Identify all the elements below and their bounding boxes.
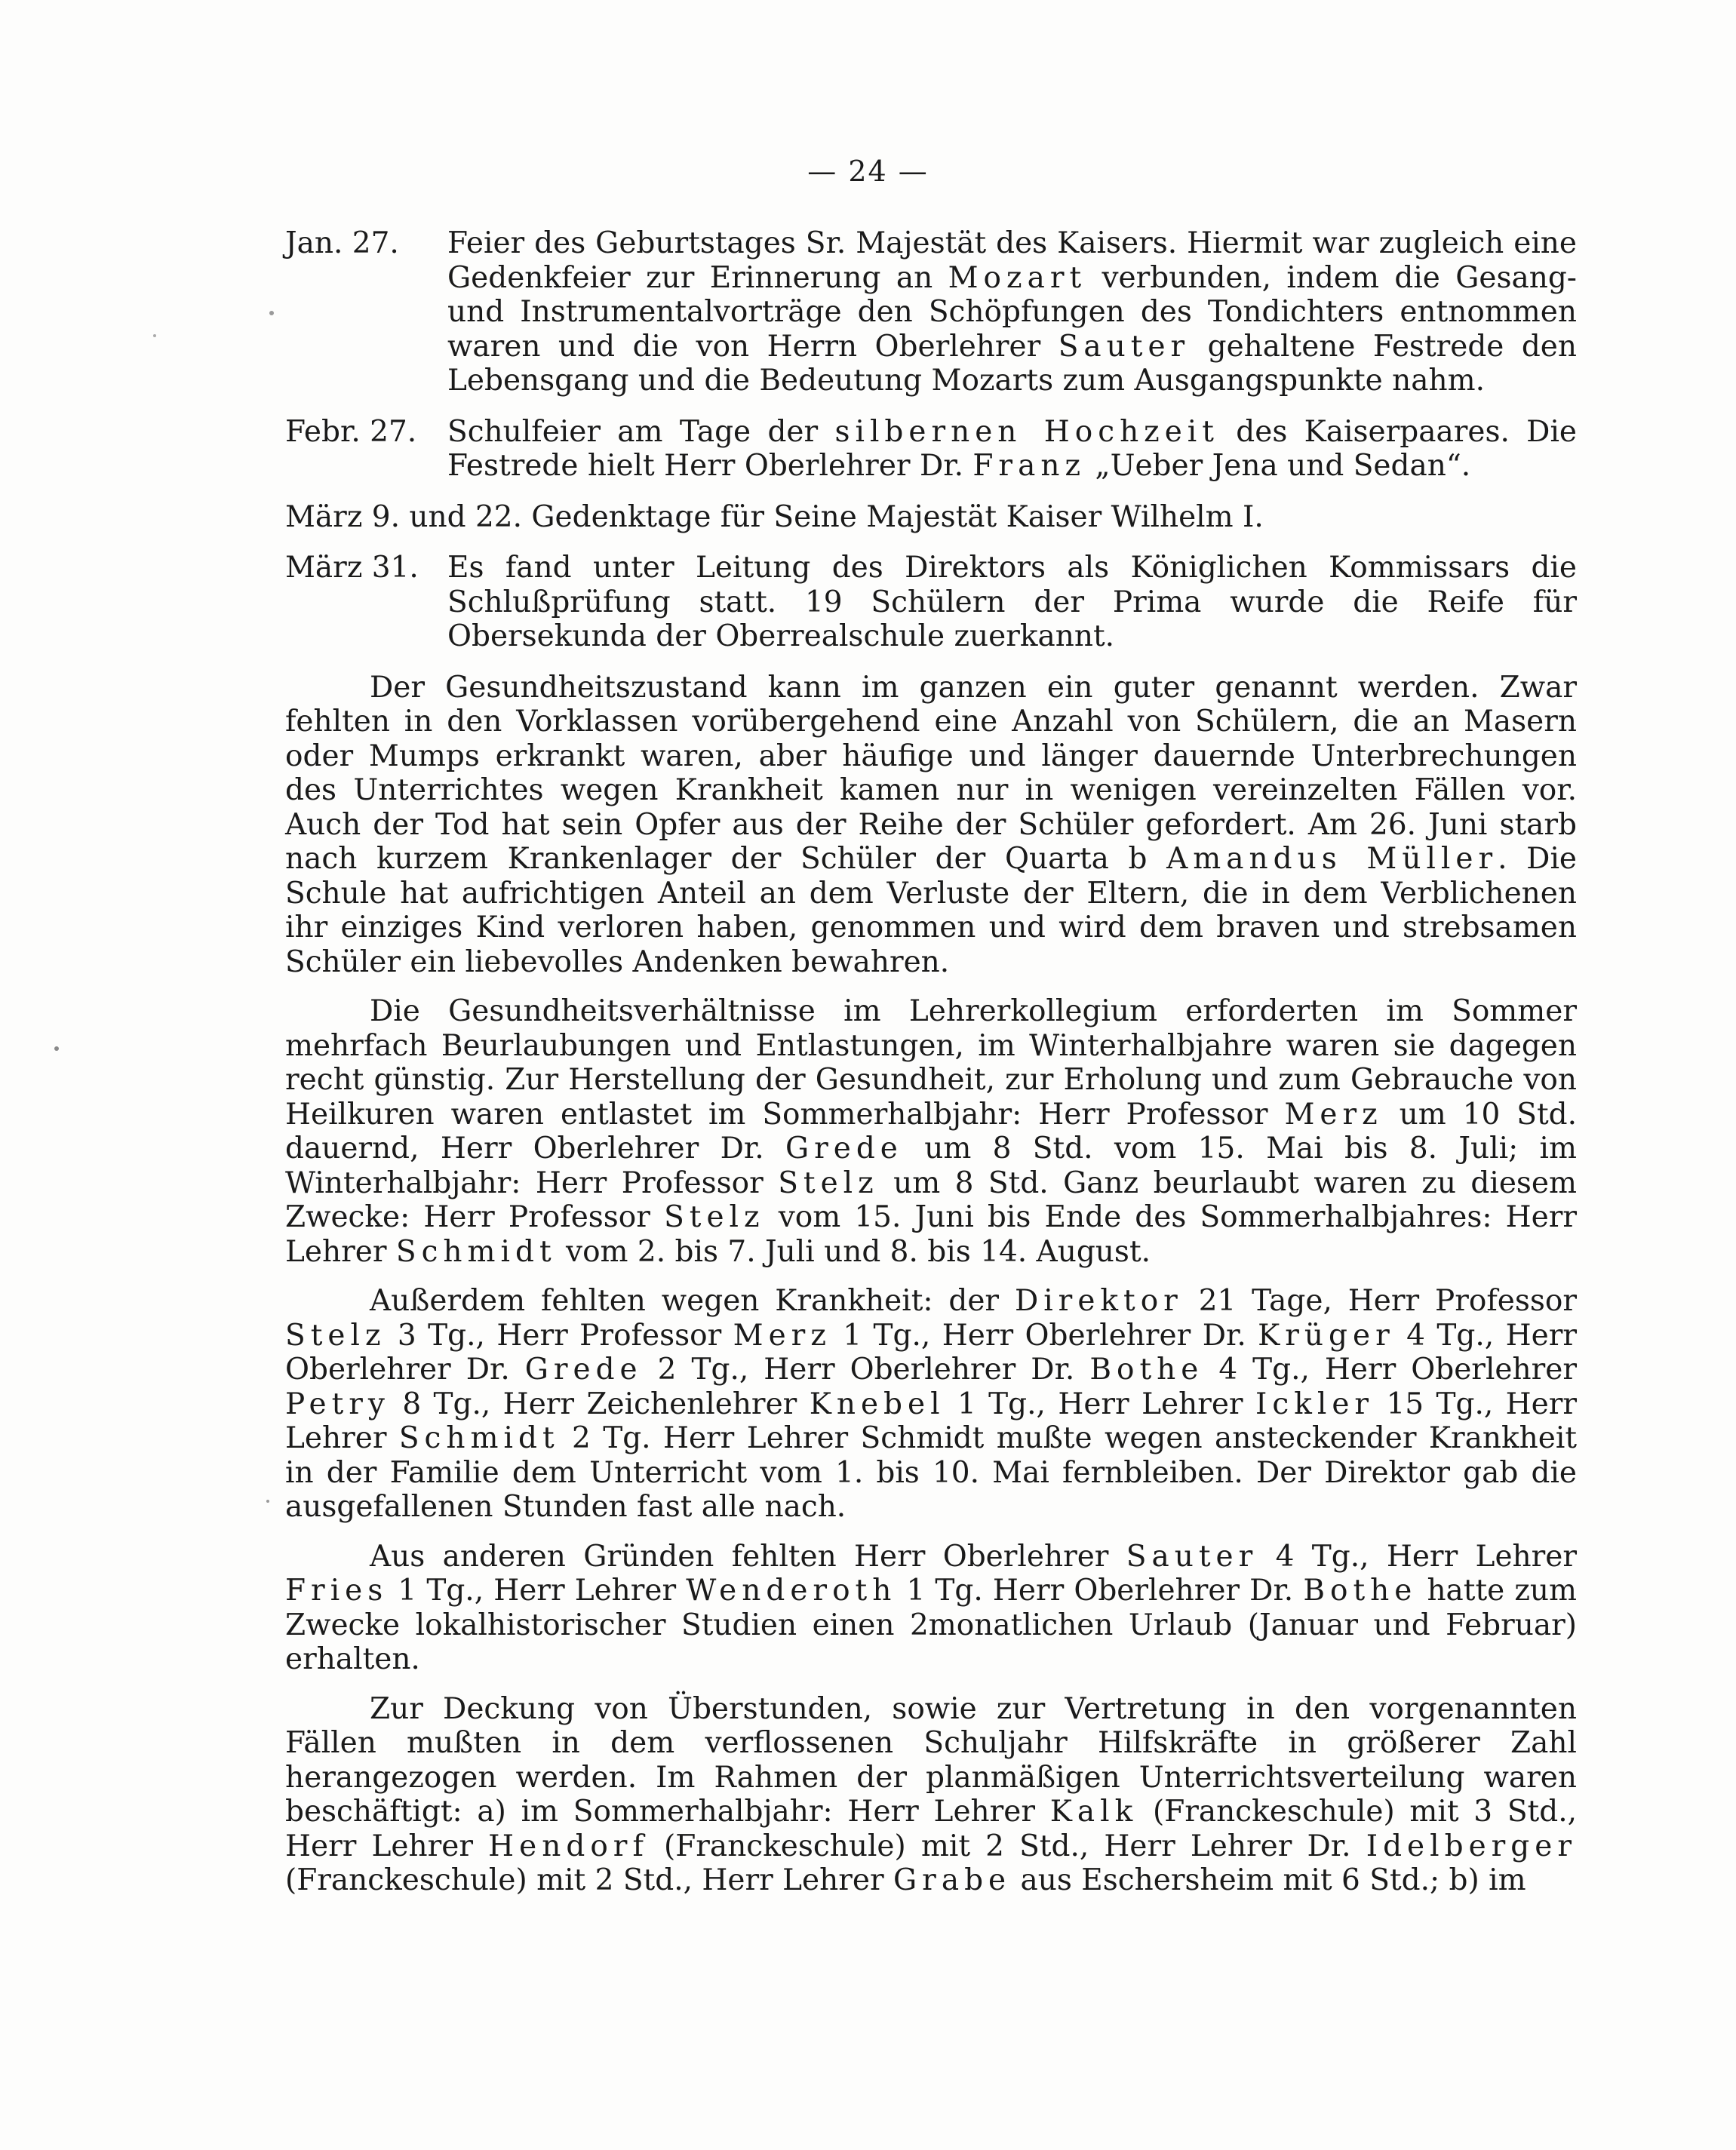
text-run: 1 Tg. Herr Oberlehrer Dr.: [896, 1574, 1304, 1608]
text-run: 2 Tg., Herr Oberlehrer Dr.: [642, 1353, 1090, 1387]
emphasized-name: Sauter: [1126, 1539, 1258, 1574]
text-run: Die Gesundheitsverhältnisse im Lehrerkollegium erforderten im Sommer mehrfach Beurlaubungen und Entlastungen, im Winterhalbjahre waren sie dagegen recht günstig. Zur Herstellung der Gesundheit, zur Erholung und zum Gebrauche von Heilkuren waren entlastet im Sommerhalbjahr: Herr Professor: [285, 994, 1577, 1132]
text-run: 8 Tg., Herr Zeichenlehrer: [389, 1387, 810, 1421]
chronicle-list: [285, 226, 1577, 654]
emphasized-name: Hendorf: [488, 1829, 649, 1863]
text-run: 4 Tg., Herr Lehrer: [1258, 1539, 1578, 1574]
emphasized-name: Fries: [285, 1574, 389, 1608]
emphasized-name: Direktor: [1014, 1284, 1183, 1318]
text-run: 1 Tg., Herr Lehrer: [945, 1387, 1255, 1421]
chronicle-text: [447, 415, 1577, 484]
emphasized-name: Wenderoth: [686, 1574, 897, 1608]
chronicle-text: [447, 226, 1577, 398]
emphasized-name: Kalk: [1049, 1795, 1138, 1829]
chronicle-text: [531, 500, 1263, 534]
scan-speck: [54, 1046, 59, 1051]
text-run: verbunden, indem die Gesang- und Instrumentalvorträge den Schöpfungen des Tondichters entnommen waren und die von Herrn Oberlehrer: [447, 260, 1577, 364]
emphasized-name: Grede: [785, 1132, 903, 1166]
emphasized-name: Stelz: [778, 1166, 879, 1200]
text-run: Der Gesundheitszustand kann im ganzen ein guter genannt werden. Zwar fehlten in den Vorklassen vorübergehend eine Anzahl von Schülern, die an Masern oder Mumps erkrankt waren, aber häufige und länger dauernde Unterbrechungen des Unterrichtes wegen Krankheit kamen nur in wenigen vereinzelten Fällen vor. Auch der Tod hat sein Opfer aus der Reihe der Schüler gefordert. Am 26. Juni starb nach kurzem Krankenlager der Schüler der Quarta b: [285, 670, 1577, 876]
page-body: [285, 226, 1577, 1913]
text-run: Feier des Geburtstages Sr. Majestät des Kaisers. Hiermit war zugleich eine Gedenkfeier zur Erinnerung an: [447, 226, 1577, 295]
chronicle-entry: [285, 226, 1577, 398]
chronicle-date: Jan. 27.: [285, 226, 399, 260]
emphasized-name: Petry: [285, 1387, 390, 1421]
emphasized-name: Stelz: [664, 1200, 765, 1234]
emphasized-name: Amandus Müller: [1166, 842, 1498, 876]
emphasized-name: Krüger: [1258, 1318, 1395, 1353]
text-run: Zur Deckung von Überstunden, sowie zur Vertretung in den vorgenannten Fällen mußten in dem verflossenen Schuljahr Hilfskräfte in größerer Zahl herangezogen werden. Im Rahmen der planmäßigen Unterrichtsverteilung waren beschäftigt: a) im Sommerhalbjahr: Herr Lehrer: [285, 1691, 1577, 1829]
text-run: Außerdem fehlten wegen Krankheit: der: [370, 1284, 1015, 1318]
text-run: um 8 Std. Ganz beurlaubt waren zu diesem Zwecke: Herr Professor: [285, 1166, 1577, 1234]
body-paragraph: [285, 994, 1577, 1269]
body-paragraphs: [285, 671, 1577, 1898]
text-run: vom 2. bis 7. Juli und 8. bis 14. August.: [556, 1234, 1151, 1269]
text-run: gehaltene Festrede den Lebensgang und die Bedeutung Mozarts zum Ausgangspunkte nahm.: [447, 329, 1577, 398]
chronicle-date: März 31.: [285, 551, 419, 585]
emphasized-name: Merz: [733, 1318, 831, 1353]
emphasized-name: Merz: [1284, 1097, 1383, 1132]
emphasized-name: silbernen Hochzeit: [834, 414, 1219, 449]
emphasized-name: Idelberger: [1366, 1829, 1577, 1863]
chronicle-date: Febr. 27.: [285, 414, 417, 449]
chronicle-entry: [285, 415, 1577, 484]
text-run: 15 Tg., Herr Lehrer: [285, 1387, 1578, 1455]
text-run: . Die Schule hat aufrichtigen Anteil an dem Verluste der Eltern, die in dem Verblichenen ihr einziges Kind verloren haben, genommen und wird dem braven und strebsamen Schüler ein liebevolles Andenken bewahren.: [285, 842, 1577, 979]
text-run: aus Eschersheim mit 6 Std.; b) im: [1011, 1863, 1526, 1897]
emphasized-name: Schmidt: [398, 1421, 560, 1455]
body-paragraph: [285, 671, 1577, 980]
chronicle-text: [447, 551, 1577, 654]
emphasized-name: Ickler: [1255, 1387, 1375, 1421]
chronicle-entry: [285, 551, 1577, 654]
chronicle-date: März 9. und 22.: [285, 499, 522, 534]
body-paragraph: [285, 1284, 1577, 1525]
text-run: (Franckeschule) mit 2 Std., Herr Lehrer: [285, 1863, 894, 1897]
text-run: 21 Tage, Herr Professor: [1182, 1284, 1577, 1318]
text-run: 2 Tg. Herr Lehrer Schmidt mußte wegen ansteckender Krankheit in der Familie dem Unterricht vom 1. bis 10. Mai fernbleiben. Der Direktor gab die ausgefallenen Stunden fast alle nach.: [285, 1421, 1577, 1524]
emphasized-name: Grede: [524, 1353, 643, 1387]
body-paragraph: [285, 1692, 1577, 1898]
page-number: — 24 —: [807, 155, 929, 188]
text-run: 1 Tg., Herr Oberlehrer Dr.: [831, 1318, 1258, 1353]
emphasized-name: Bothe: [1089, 1353, 1204, 1387]
emphasized-name: Sauter: [1058, 329, 1191, 364]
text-run: um 8 Std. vom 15. Mai bis 8. Juli; im Winterhalbjahr: Herr Professor: [285, 1132, 1578, 1200]
text-run: des Kaiserpaares. Die Festrede hielt Herr Oberlehrer Dr.: [447, 414, 1577, 483]
text-run: 3 Tg., Herr Professor: [386, 1318, 733, 1353]
body-paragraph: [285, 1540, 1577, 1677]
emphasized-name: Knebel: [809, 1387, 945, 1421]
text-run: Aus anderen Gründen fehlten Herr Oberlehrer: [370, 1539, 1126, 1574]
text-run: Es fand unter Leitung des Direktors als Königlichen Kommissars die Schlußprüfung statt. 19 Schülern der Prima wurde die Reife für Obersekunda der Oberrealschule zuerkannt.: [447, 551, 1577, 653]
text-run: (Franckeschule) mit 2 Std., Herr Lehrer Dr.: [648, 1829, 1366, 1863]
scan-speck: [269, 311, 274, 315]
scan-speck: [153, 334, 156, 337]
text-run: um 10 Std. dauernd, Herr Oberlehrer Dr.: [285, 1097, 1578, 1166]
emphasized-name: Stelz: [285, 1318, 386, 1353]
emphasized-name: Grabe: [893, 1863, 1012, 1897]
emphasized-name: Bothe: [1303, 1574, 1418, 1608]
text-run: (Franckeschule) mit 3 Std., Herr Lehrer: [285, 1795, 1577, 1863]
text-run: hatte zum Zwecke lokalhistorischer Studien einen 2monatlichen Urlaub (Januar und Februar) erhalten.: [285, 1574, 1577, 1676]
text-run: 1 Tg., Herr Lehrer: [388, 1574, 687, 1608]
text-run: 4 Tg., Herr Oberlehrer: [1203, 1353, 1577, 1387]
text-run: 4 Tg., Herr Oberlehrer Dr.: [285, 1318, 1578, 1387]
text-run: vom 15. Juni bis Ende des Sommerhalbjahres: Herr Lehrer: [285, 1200, 1578, 1269]
emphasized-name: Franz: [972, 449, 1086, 483]
scan-speck: [266, 1500, 269, 1503]
emphasized-name: Mozart: [948, 260, 1087, 295]
chronicle-entry: [285, 500, 1577, 535]
emphasized-name: Schmidt: [395, 1234, 557, 1269]
text-run: Schulfeier am Tage der: [447, 414, 835, 449]
text-run: Gedenktage für Seine Majestät Kaiser Wilhelm I.: [531, 499, 1264, 534]
text-run: „Ueber Jena und Sedan“.: [1086, 449, 1471, 483]
